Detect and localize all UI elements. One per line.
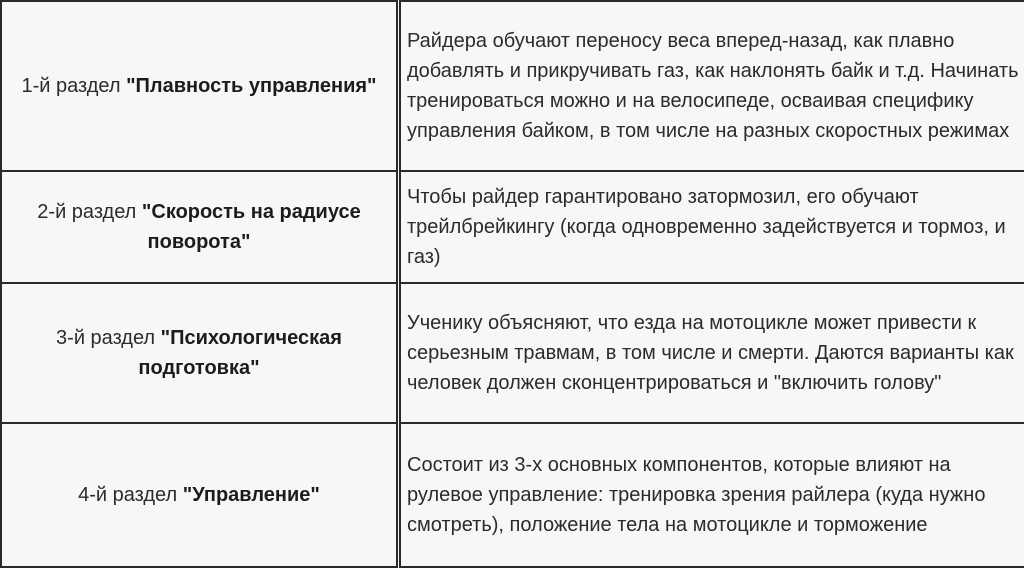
section-description-cell (399, 171, 1024, 283)
section-description-cell (399, 283, 1024, 423)
section-description-cell (399, 423, 1024, 567)
section-name: "Скорость на радиусе поворота" (142, 201, 361, 253)
section-description: Райдера обучают переносу веса вперед-назад, как плавно добавлять и прикручивать газ, как наклонять байк и т.д. Начинать тренироваться можно и на велосипеде, осваивая специфику управления байком, в том числе на разных скоростных режимах (401, 26, 1024, 146)
section-number: 1-й раздел (21, 75, 120, 97)
section-number: 2-й раздел (37, 201, 136, 223)
section-title-cell (1, 283, 399, 423)
section-name: "Управление" (183, 484, 320, 506)
section-title-cell (1, 171, 399, 283)
section-name: "Психологическая подготовка" (138, 327, 342, 379)
table-row (1, 283, 1024, 423)
section-number: 4-й раздел (78, 484, 177, 506)
section-description: Чтобы райдер гарантировано затормозил, его обучают трейлбрейкингу (когда одновременно задействуется и тормоз, и газ) (401, 182, 1024, 272)
section-name: "Плавность управления" (126, 75, 376, 97)
section-number: 3-й раздел (56, 327, 155, 349)
section-title-cell (1, 423, 399, 567)
section-description: Состоит из 3-х основных компонентов, которые влияют на рулевое управление: тренировка зрения райлера (куда нужно смотреть), положение тела на мотоцикле и торможение (401, 450, 1024, 540)
section-description: Ученику объясняют, что езда на мотоцикле может привести к серьезным травмам, в том числе и смерти. Даются варианты как человек должен сконцентрироваться и "включить голову" (401, 308, 1024, 398)
table-row (1, 423, 1024, 567)
table-row (1, 1, 1024, 171)
section-description-cell (399, 1, 1024, 171)
section-title-cell (1, 1, 399, 171)
table-row (1, 171, 1024, 283)
